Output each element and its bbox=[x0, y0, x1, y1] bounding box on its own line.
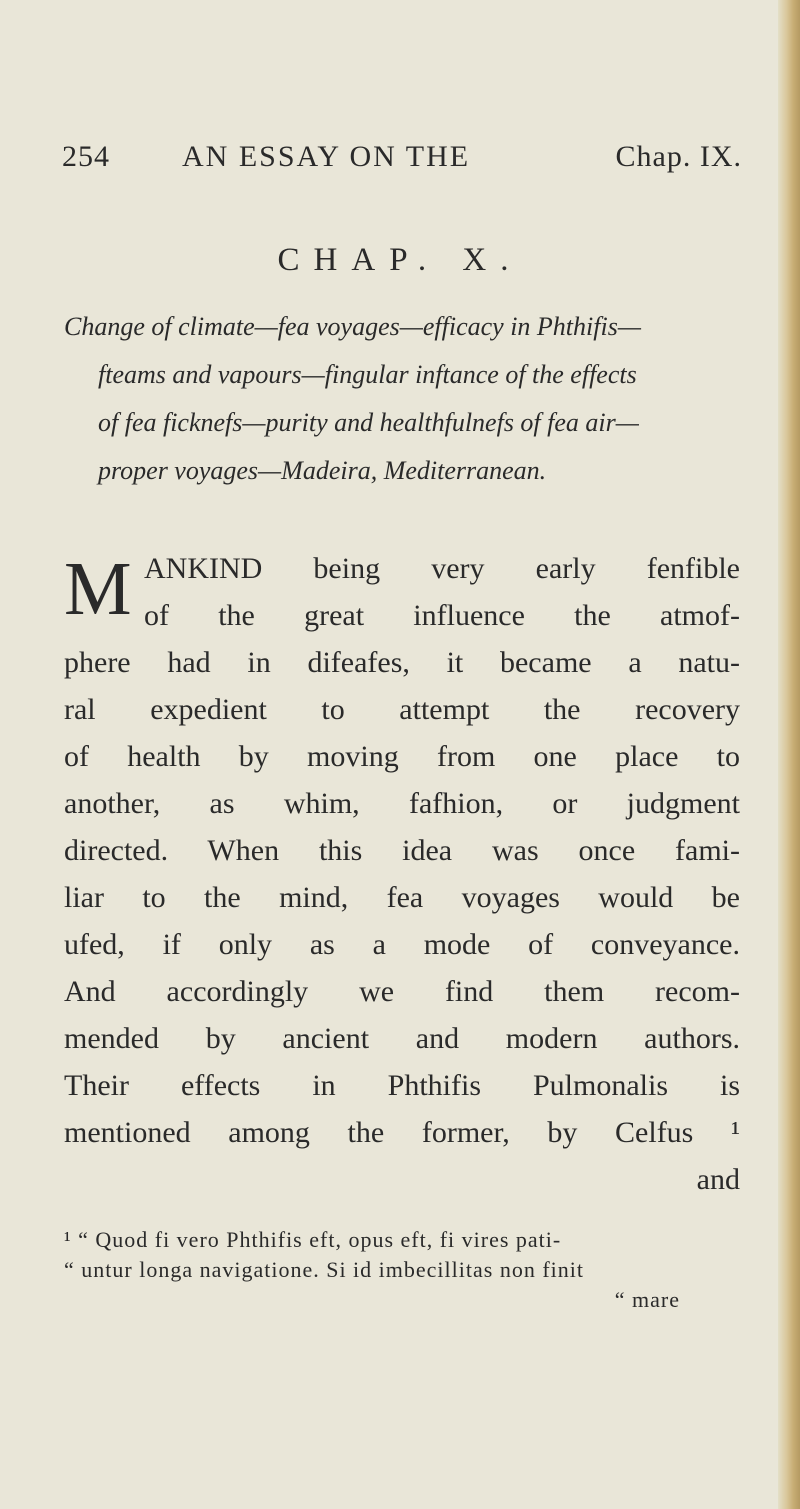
body-line: ANKIND being very early fenfible bbox=[144, 552, 740, 585]
synopsis-line: Change of climate—fea voyages—efficacy in Phthifis— bbox=[64, 312, 641, 341]
body-line: Their effects in Phthifis Pulmonalis is bbox=[64, 1069, 740, 1102]
footnote-line: ¹ “ Quod fi vero Phthifis eft, opus eft, fi vires pati- bbox=[64, 1227, 562, 1252]
body-line: directed. When this idea was once fami- bbox=[64, 834, 740, 867]
page-number: 254 bbox=[62, 140, 110, 173]
drop-cap: M bbox=[64, 547, 132, 631]
body-line: phere had in difeafes, it became a natu- bbox=[64, 646, 740, 679]
footnotes bbox=[64, 1225, 740, 1315]
body-line: another, as whim, fafhion, or judgment bbox=[64, 787, 740, 820]
body-line: of health by moving from one place to bbox=[64, 740, 740, 773]
chapter-label: Chap. IX. bbox=[615, 140, 742, 173]
body-line: of the great influence the atmof- bbox=[144, 599, 740, 632]
body-line: ral expedient to attempt the recovery bbox=[64, 693, 740, 726]
chapter-synopsis bbox=[64, 303, 740, 495]
body-line: And accordingly we find them recom- bbox=[64, 975, 740, 1008]
body-line: mentioned among the former, by Celfus ¹ bbox=[64, 1116, 740, 1149]
page-edge bbox=[778, 0, 800, 1509]
chapter-heading: CHAP. X. bbox=[277, 242, 523, 278]
body-line: mended by ancient and modern authors. bbox=[64, 1022, 740, 1055]
running-title: AN ESSAY ON THE bbox=[182, 140, 471, 173]
synopsis-line: proper voyages—Madeira, Mediterranean. bbox=[98, 456, 547, 485]
synopsis-line: fteams and vapours—fingular inftance of the effects bbox=[98, 360, 637, 389]
body-line: ufed, if only as a mode of conveyance. bbox=[64, 928, 740, 961]
footnote-line: “ untur longa navigatione. Si id imbecillitas non finit bbox=[64, 1257, 584, 1282]
synopsis-line: of fea ficknefs—purity and healthfulnefs of fea air— bbox=[98, 408, 639, 437]
body-text bbox=[64, 545, 740, 1203]
catchword: and bbox=[696, 1163, 740, 1196]
footnote-catchword: “ mare bbox=[614, 1287, 680, 1312]
body-line: liar to the mind, fea voyages would be bbox=[64, 881, 740, 914]
running-header bbox=[62, 140, 742, 180]
